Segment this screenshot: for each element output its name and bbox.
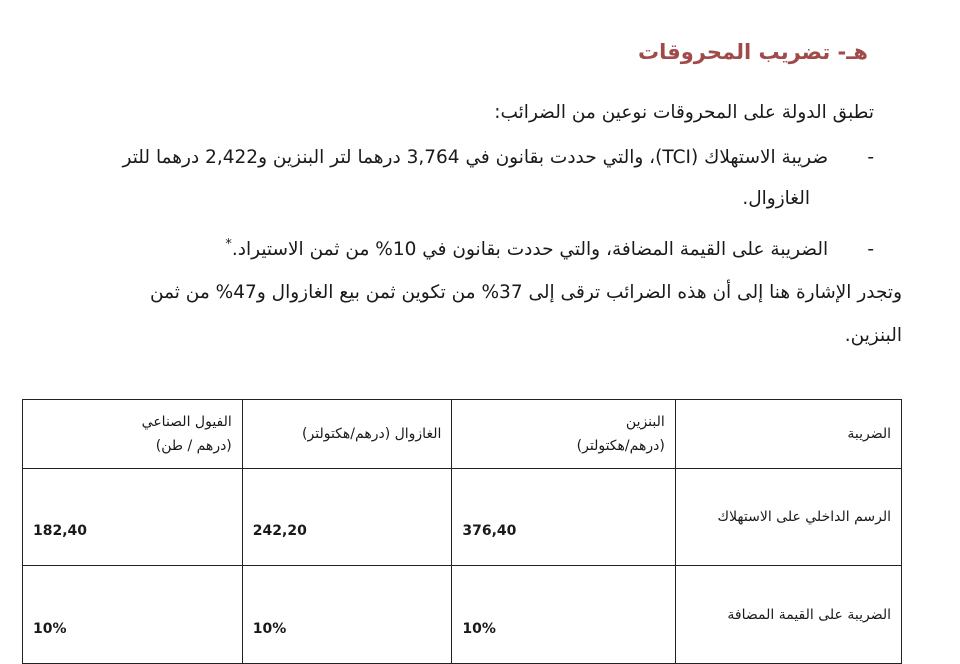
row-label: الرسم الداخلي على الاستهلاك	[675, 469, 901, 566]
header-petrol	[452, 400, 675, 469]
table-row	[23, 469, 902, 566]
cell-petrol: 10%	[452, 566, 675, 664]
header-petrol-unit: (درهم/هكتولتر)	[576, 438, 665, 454]
cell-fuel: 182,40	[23, 469, 243, 566]
header-petrol-label: البنزين	[625, 414, 665, 430]
row-label: الضريبة على القيمة المضافة	[675, 566, 901, 664]
cell-diesel: 242,20	[242, 469, 452, 566]
fuel-tax-table	[22, 399, 902, 664]
header-fuel-label: الفيول الصناعي	[141, 414, 232, 430]
header-diesel: الغازوال (درهم/هكتولتر)	[242, 400, 452, 469]
bullet-dash: -	[867, 147, 874, 168]
intro-paragraph: تطبق الدولة على المحروقات نوعين من الضرائب:	[494, 102, 874, 123]
header-fuel	[23, 400, 243, 469]
cell-fuel: 10%	[23, 566, 243, 664]
cell-diesel: 10%	[242, 566, 452, 664]
header-fuel-unit: (درهم / طن)	[155, 438, 232, 454]
bullet-dash: -	[867, 239, 874, 261]
bullet-text: الضريبة على القيمة المضافة، والتي حددت بقانون في 10% من ثمن الاستيراد.	[231, 239, 829, 261]
cell-petrol: 376,40	[452, 469, 675, 566]
bullet-continuation: الغازوال.	[742, 188, 810, 209]
bullet-item-consumption-tax	[123, 140, 874, 176]
section-heading: هـ- تضريب المحروقات	[638, 40, 868, 64]
table-row	[23, 566, 902, 664]
bullet-text: ضريبة الاستهلاك (TCI)، والتي حددت بقانون في 3,764 درهما لتر البنزين و2,422 درهما للتر	[122, 147, 829, 168]
footnote-star: *	[225, 237, 232, 252]
conclusion-paragraph: وتجدر الإشارة هنا إلى أن هذه الضرائب ترقى إلى 37% من تكوين ثمن بيع الغازوال و47% من ثمن	[150, 282, 902, 303]
table-header-row	[23, 400, 902, 469]
conclusion-continuation: البنزين.	[844, 325, 902, 346]
header-tax: الضريبة	[675, 400, 901, 469]
bullet-item-vat	[225, 227, 874, 268]
